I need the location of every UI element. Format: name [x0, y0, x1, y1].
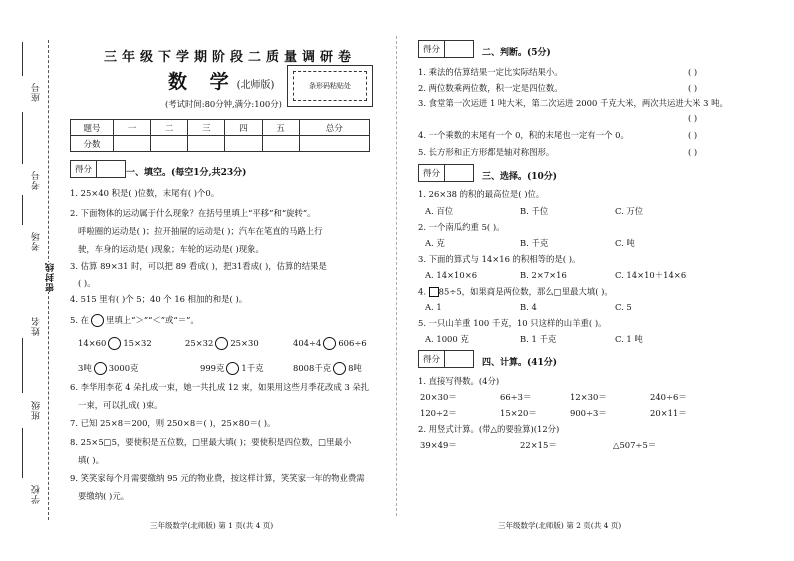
- class-blank[interactable]: [22, 428, 23, 478]
- score-header-cell: 题号: [71, 120, 114, 136]
- p3-q3: 3. 下面的算式与 14×16 的积相等的是( )。: [418, 254, 581, 264]
- p1-q8b: 填( )。: [78, 455, 104, 465]
- page-divider: [396, 36, 397, 516]
- circle-blank: [91, 314, 104, 327]
- exam-room-label: 考场: [32, 231, 42, 251]
- p4-sub2: 2. 用竖式计算。(带△的要验算)(12分): [418, 424, 560, 434]
- seal-line-label: 密封线: [46, 262, 56, 292]
- p3-q4: [418, 287, 613, 297]
- compare-right: 606÷6: [338, 338, 367, 348]
- part2-score-box: [418, 40, 474, 58]
- p3-q1: 1. 26×38 的积的最高位是( )位。: [418, 189, 545, 199]
- compare-right: 1千克: [241, 363, 264, 373]
- part2-heading: 二、判断。(5分): [482, 48, 551, 58]
- compare-circle[interactable]: [333, 362, 346, 375]
- answer-paren[interactable]: ( ): [688, 83, 698, 93]
- compare-left: 14×60: [78, 338, 107, 348]
- square-blank: [429, 287, 439, 297]
- seat-number-label: 座号: [32, 82, 42, 102]
- compare-circle[interactable]: [226, 362, 239, 375]
- option[interactable]: B. 千克: [520, 238, 549, 248]
- compare-right: 8吨: [348, 363, 362, 373]
- exam-info: (考试时间:80分钟,满分:100分): [165, 99, 282, 109]
- score-cell[interactable]: [188, 136, 225, 152]
- subject-heading: [168, 67, 274, 94]
- q5-row2: [78, 362, 138, 375]
- score-box-label: 得分: [419, 41, 445, 57]
- score-header-cell: 五: [262, 120, 299, 136]
- p1-q1: 1. 25×40 积是( )位数，末尾有( )个0。: [70, 188, 220, 198]
- p1-q5-prefix: 5. 在: [70, 315, 90, 325]
- direct-item: 15×20＝: [500, 408, 537, 418]
- option[interactable]: B. 千位: [520, 206, 549, 216]
- part4-score-box: [418, 350, 474, 368]
- option[interactable]: B. 4: [520, 302, 537, 312]
- option[interactable]: A. 百位: [425, 206, 454, 216]
- exam-title: 三年级下学期阶段二质量调研卷: [104, 50, 357, 65]
- p1-q4: 4. 515 里有( )个 5；40 个 16 相加的和是( )。: [70, 294, 248, 304]
- p1-q2b: 驶，车身的运动是( )现象；车轮的运动是( )现象。: [78, 244, 264, 254]
- compare-right: 15×32: [123, 338, 152, 348]
- compare-left: 8008千克: [293, 363, 332, 373]
- p1-q9b: 要缴纳( )元。: [78, 491, 130, 501]
- option[interactable]: C. 1 吨: [615, 334, 643, 344]
- option[interactable]: C. 14×10＋14×6: [615, 270, 687, 280]
- q5-row1: [78, 337, 152, 350]
- score-cell[interactable]: [151, 136, 188, 152]
- barcode-label: 条形码粘贴处: [293, 71, 367, 101]
- p2-item-5: 5. 长方形和正方形都是轴对称图形。: [418, 147, 555, 157]
- score-box-blank[interactable]: [445, 41, 473, 57]
- compare-circle[interactable]: [215, 337, 228, 350]
- option[interactable]: C. 万位: [615, 206, 644, 216]
- direct-item: 66÷3＝: [500, 392, 532, 402]
- direct-item: 20×11＝: [650, 408, 687, 418]
- direct-item: 900÷3＝: [570, 408, 607, 418]
- answer-paren[interactable]: ( ): [688, 147, 698, 157]
- name-blank[interactable]: [22, 338, 23, 393]
- class-label: 班级: [32, 400, 42, 420]
- direct-item: 240÷6＝: [650, 392, 687, 402]
- p2-item-2: 2. 两位数乘两位数，积一定是四位数。: [418, 83, 563, 93]
- p2-item-3: 3. 食堂第一次运进 1 吨大米，第二次运进 2000 千克大米，两次共运进大米 3 吨。: [418, 98, 728, 108]
- edition: (北师版): [236, 80, 275, 91]
- footer-page1: 三年级数学(北师版) 第 1 页(共 4 页): [150, 521, 274, 530]
- seat-number-blank[interactable]: [22, 42, 23, 76]
- part3-heading: 三、选择。(10分): [482, 172, 558, 182]
- exam-number-blank[interactable]: [22, 112, 23, 164]
- school-label: 学校: [32, 484, 42, 504]
- score-header-cell: 二: [151, 120, 188, 136]
- compare-left: 3吨: [78, 363, 92, 373]
- p1-q5: [70, 314, 199, 327]
- name-label: 姓名: [32, 316, 42, 336]
- compare-circle[interactable]: [323, 337, 336, 350]
- p1-q8a: 8. 25×5□5，要使积是五位数，□里最大填( )；要使积是四位数，□里最小: [70, 437, 352, 447]
- score-box-label: 得分: [419, 351, 445, 367]
- score-row-label: 分数: [71, 136, 114, 152]
- compare-circle[interactable]: [108, 337, 121, 350]
- p4-sub1: 1. 直接写得数。(4分): [418, 376, 500, 386]
- option[interactable]: A. 1: [425, 302, 442, 312]
- score-header-cell: 三: [188, 120, 225, 136]
- exam-room-blank[interactable]: [22, 195, 23, 225]
- part4-heading: 四、计算。(41分): [482, 358, 558, 368]
- vertical-item: 39×49＝: [420, 440, 457, 450]
- compare-right: 25×30: [230, 338, 259, 348]
- option[interactable]: A. 1000 克: [425, 334, 469, 344]
- p3-q4-tail: 85÷5，如果商是两位数，那么□里最大填( )。: [438, 286, 613, 297]
- p3-q5: 5. 一只山羊重 100 千克，10 只这样的山羊重( )。: [418, 318, 607, 328]
- direct-item: 20×30＝: [420, 392, 457, 402]
- q5-row2-b: [200, 362, 263, 375]
- footer-page2: 三年级数学(北师版) 第 2 页(共 4 页): [498, 521, 622, 530]
- option[interactable]: B. 1 千克: [520, 334, 557, 344]
- vertical-item: △507÷5＝: [613, 440, 657, 450]
- part3-score-box: [418, 164, 474, 182]
- score-cell[interactable]: [262, 136, 299, 152]
- score-header-cell: 四: [225, 120, 262, 136]
- barcode-area: [287, 65, 373, 107]
- score-box-blank[interactable]: [445, 351, 473, 367]
- q5-row2-c: [293, 362, 362, 375]
- option[interactable]: C. 吨: [615, 238, 635, 248]
- score-cell[interactable]: [114, 136, 151, 152]
- p1-q2: 2. 下面物体的运动属于什么现象？在括号里填上“平移”和“旋转”。: [70, 208, 316, 218]
- answer-paren[interactable]: ( ): [688, 67, 698, 77]
- compare-left: 999克: [200, 363, 225, 373]
- p1-q6a: 6. 李华用李花 4 朵扎成一束，她一共扎成 12 束，如果用这些月季花改成 3 朵扎: [70, 382, 370, 392]
- score-cell[interactable]: [299, 136, 369, 152]
- score-box-label: 得分: [419, 165, 445, 181]
- option[interactable]: A. 14×10×6: [425, 270, 478, 280]
- score-box-label: 得分: [71, 161, 97, 177]
- p2-item-4: 4. 一个乘数的末尾有一个 0，积的末尾也一定有一个 0。: [418, 130, 629, 140]
- p1-q7: 7. 已知 25×8＝200，则 250×8＝( )，25×80＝( )。: [70, 418, 276, 428]
- subject-name: 数 学: [168, 71, 237, 93]
- score-box-blank[interactable]: [445, 165, 473, 181]
- compare-left: 25×32: [185, 338, 214, 348]
- answer-paren[interactable]: ( ): [688, 113, 698, 123]
- p1-q9a: 9. 笑笑家每个月需要缴纳 95 元的物业费，按这样计算，笑笑家一年的物业费需: [70, 473, 365, 483]
- p1-q3b: ( )。: [78, 278, 96, 288]
- p1-q2a: 呼啦圈的运动是( )；拉开抽屉的运动是( )；汽车在笔直的马路上行: [78, 226, 323, 236]
- answer-paren[interactable]: ( ): [688, 130, 698, 140]
- exam-number-label: 考号: [32, 170, 42, 190]
- p1-q5-tail: 里填上“＞”“＜”或“＝”。: [106, 315, 199, 325]
- p1-q3: 3. 估算 89×31 时，可以把 89 看成( )，把31看成( )，估算的结果是: [70, 261, 327, 271]
- compare-right: 3000克: [108, 363, 139, 373]
- score-header-cell: 总分: [299, 120, 369, 136]
- option[interactable]: A. 克: [425, 238, 445, 248]
- part1-heading: 一、填空。(每空1分,共23分): [126, 168, 247, 178]
- vertical-item: 22×15＝: [520, 440, 557, 450]
- score-header-cell: 一: [114, 120, 151, 136]
- score-cell[interactable]: [225, 136, 262, 152]
- direct-item: 120÷2＝: [420, 408, 457, 418]
- p3-q4-prefix: 4.: [418, 286, 429, 297]
- p2-item-1: 1. 乘法的估算结果一定比实际结果小。: [418, 67, 563, 77]
- q5-row1-b: [185, 337, 259, 350]
- option[interactable]: B. 2×7×16: [520, 270, 567, 280]
- score-box-blank[interactable]: [97, 161, 125, 177]
- compare-circle[interactable]: [94, 362, 107, 375]
- part1-score-box: [70, 160, 126, 178]
- p1-q6b: 一束，可以扎成( )束。: [78, 400, 163, 410]
- direct-item: 12×30＝: [570, 392, 607, 402]
- q5-row1-c: [293, 337, 367, 350]
- p3-q2: 2. 一个南瓜约重 5( )。: [418, 222, 505, 232]
- compare-left: 404÷4: [293, 338, 322, 348]
- score-table: [70, 119, 370, 152]
- option[interactable]: C. 5: [615, 302, 632, 312]
